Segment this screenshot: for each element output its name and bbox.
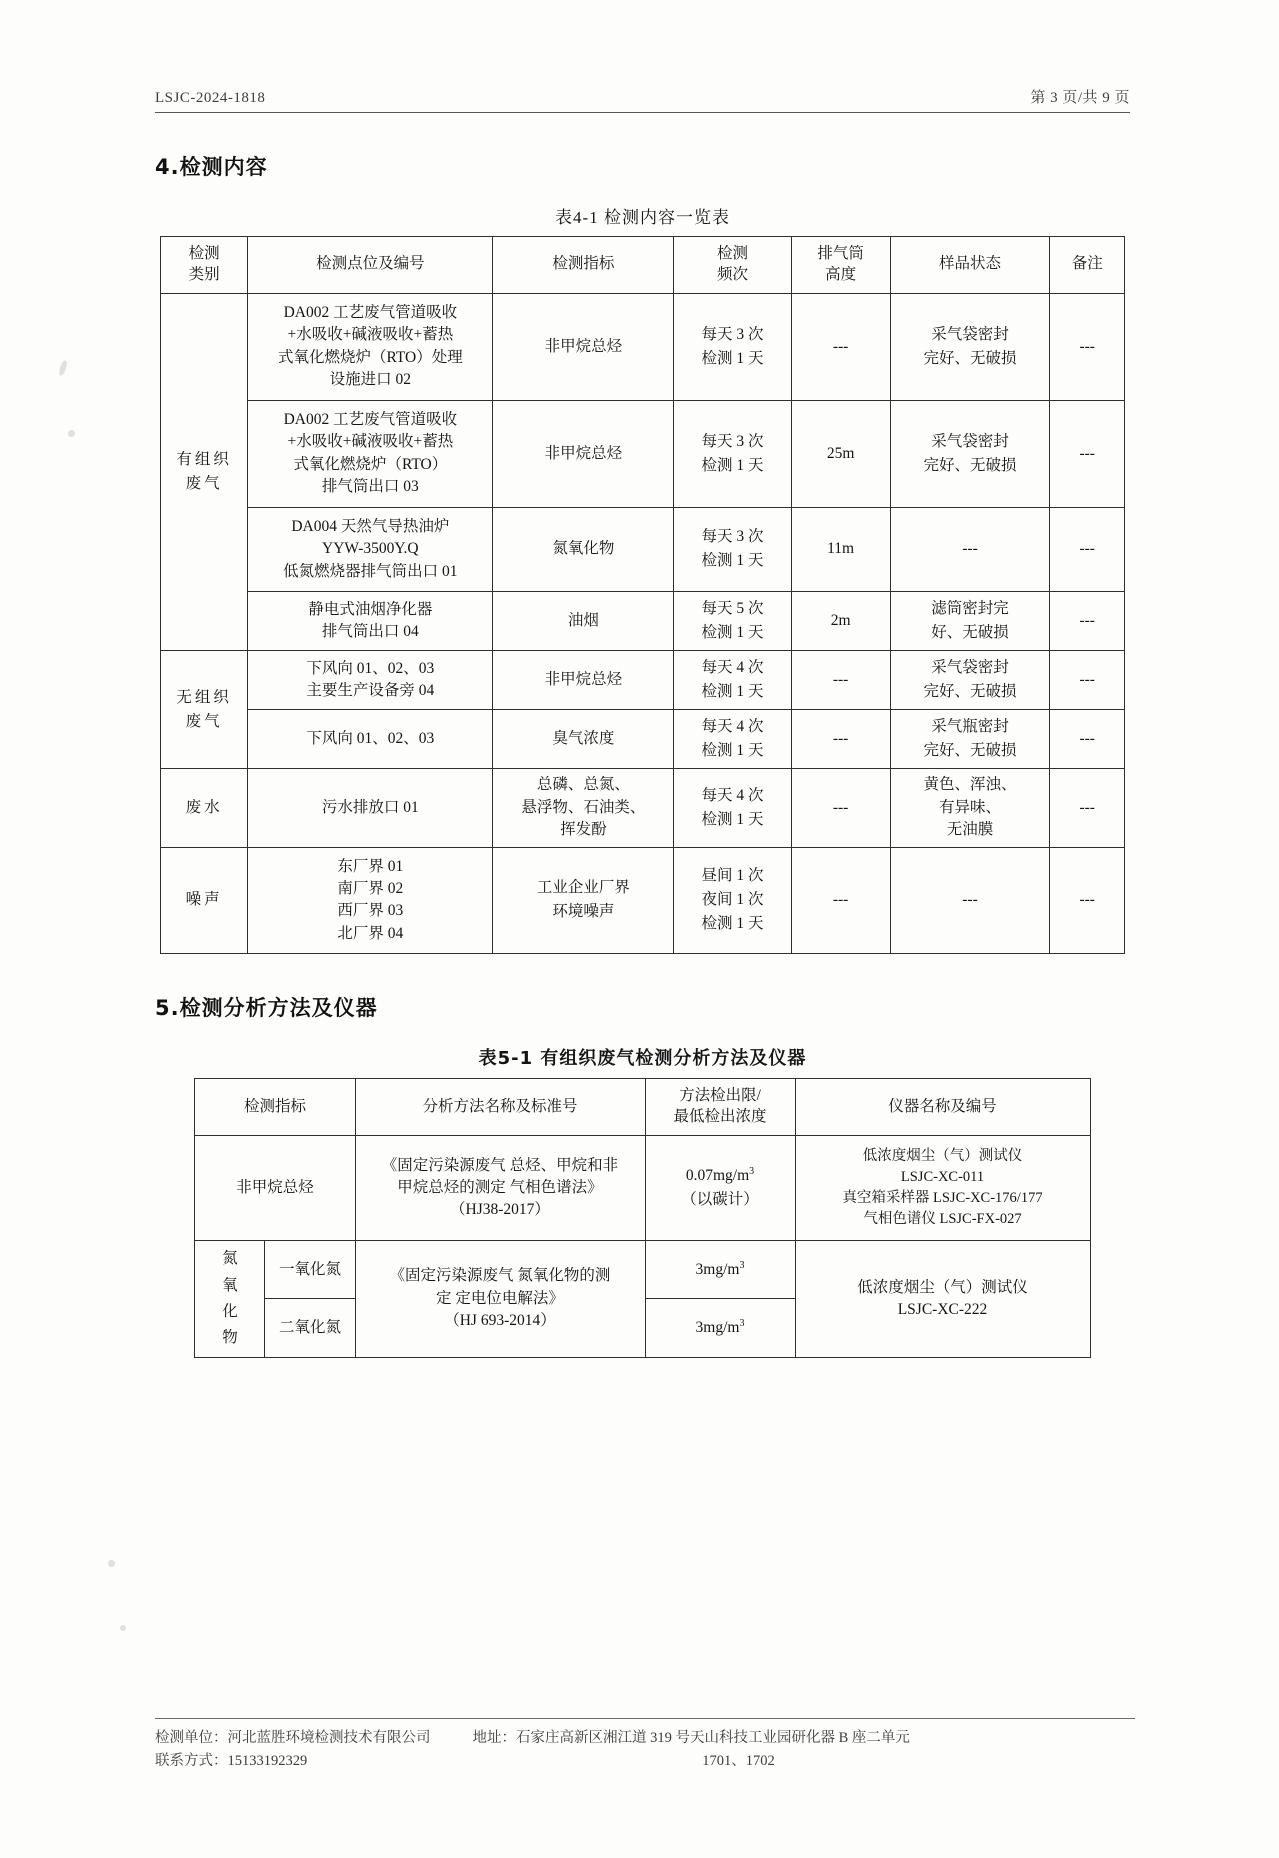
cell-sample-state: 滤筒密封完 好、无破损 [890,592,1050,651]
scan-speck [120,1625,126,1631]
cell-index-nox: 氮 氧 化 物 [195,1241,265,1357]
cell-height: 11m [791,507,890,591]
cell-subindex-no: 一氧化氮 [265,1241,355,1299]
document-content [155,86,1130,1358]
th-frequency: 检测 频次 [674,237,791,294]
table-row [195,1136,1090,1241]
table-row [161,847,1125,954]
th-sample-state: 样品状态 [890,237,1050,294]
scan-speck [68,430,75,437]
cell-method: 《固定污染源废气 总烃、甲烷和非 甲烷总烃的测定 气相色谱法》 （HJ38-2017） [355,1136,645,1241]
table-row [161,710,1125,769]
cell-frequency: 每天 4 次 检测 1 天 [674,769,791,847]
th-method: 分析方法名称及标准号 [355,1079,645,1136]
table-row [161,592,1125,651]
table-51-caption: 表5-1 有组织废气检测分析方法及仪器 [478,1048,807,1070]
cell-remark: --- [1050,507,1125,591]
cell-sample-state: 采气袋密封 完好、无破损 [890,651,1050,710]
cell-point: 东厂界 01 南厂界 02 西厂界 03 北厂界 04 [248,847,493,954]
cell-detection-limit: $3mg/m^3$ [645,1241,795,1299]
cell-detection-limit: $0.07mg/m^3$ （以碳计） [645,1136,795,1241]
cell-height: 2m [791,592,890,651]
cell-remark: --- [1050,847,1125,954]
cell-remark: --- [1050,769,1125,847]
cell-index: 非甲烷总烃 [493,293,674,400]
cell-remark: --- [1050,400,1125,507]
scan-speck [58,359,69,376]
footer-address-cont: 1701、1702 [702,1753,775,1770]
cell-height: --- [791,710,890,769]
page-header [155,86,1130,113]
cell-index: 非甲烷总烃 [195,1136,355,1241]
cell-instrument: 低浓度烟尘（气）测试仪 LSJC-XC-011 真空箱采样器 LSJC-XC-176/177 气相色谱仪 LSJC-FX-027 [795,1136,1090,1241]
cell-index: 总磷、总氮、 悬浮物、石油类、 挥发酚 [493,769,674,847]
th-detection-limit: 方法检出限/ 最低检出浓度 [645,1079,795,1136]
th-index: 检测指标 [195,1079,355,1136]
table-row [195,1241,1090,1299]
footer-line-2 [155,1750,1135,1773]
footer-contact: 联系方式：15133192329 [155,1753,308,1770]
th-height: 排气筒 高度 [791,237,890,294]
cell-category-organized: 有组织 废气 [161,293,248,650]
th-instrument: 仪器名称及编号 [795,1079,1090,1136]
cell-point: 污水排放口 01 [248,769,493,847]
cell-subindex-no2: 二氧化氮 [265,1299,355,1357]
cell-sample-state: 采气袋密封 完好、无破损 [890,400,1050,507]
cell-height: --- [791,847,890,954]
cell-point: DA002 工艺废气管道吸收 +水吸收+碱液吸收+蓄热 式氧化燃烧炉（RTO）处理 设施进口 02 [248,293,493,400]
cell-category-wastewater: 废水 [161,769,248,847]
cell-remark: --- [1050,592,1125,651]
table-row [161,293,1125,400]
cell-frequency: 昼间 1 次 夜间 1 次 检测 1 天 [674,847,791,954]
cell-sample-state: 采气袋密封 完好、无破损 [890,293,1050,400]
cell-remark: --- [1050,293,1125,400]
table-row [161,651,1125,710]
cell-point: DA004 天然气导热油炉 YYW-3500Y.Q 低氮燃烧器排气筒出口 01 [248,507,493,591]
table-detection-content [160,236,1125,954]
cell-frequency: 每天 4 次 检测 1 天 [674,651,791,710]
page-footer [155,1718,1135,1773]
cell-index: 非甲烷总烃 [493,400,674,507]
cell-point: 下风向 01、02、03 [248,710,493,769]
cell-height: 25m [791,400,890,507]
page-indicator: 第 3 页/共 9 页 [1030,90,1130,106]
footer-lab: 检测单位：河北蓝胜环境检测技术有限公司 [155,1730,431,1746]
cell-height: --- [791,651,890,710]
cell-sample-state: --- [890,847,1050,954]
cell-index: 非甲烷总烃 [493,651,674,710]
scan-speck [108,1560,115,1567]
cell-instrument: 低浓度烟尘（气）测试仪 LSJC-XC-222 [795,1241,1090,1357]
cell-index: 臭气浓度 [493,710,674,769]
footer-address: 地址：石家庄高新区湘江道 319 号天山科技工业园研化器 B 座二单元 [472,1730,910,1746]
cell-frequency: 每天 3 次 检测 1 天 [674,400,791,507]
cell-category-unorganized: 无组织 废气 [161,651,248,769]
table-row [161,507,1125,591]
cell-frequency: 每天 3 次 检测 1 天 [674,293,791,400]
footer-line-1 [155,1727,1135,1750]
cell-point: 下风向 01、02、03 主要生产设备旁 04 [248,651,493,710]
cell-height: --- [791,293,890,400]
th-point: 检测点位及编号 [248,237,493,294]
cell-point: 静电式油烟净化器 排气筒出口 04 [248,592,493,651]
table-header-row [195,1079,1090,1136]
cell-remark: --- [1050,710,1125,769]
cell-category-noise: 噪声 [161,847,248,954]
cell-method: 《固定污染源废气 氮氧化物的测 定 定电位电解法》 （HJ 693-2014） [355,1241,645,1357]
cell-detection-limit: $3mg/m^3$ [645,1299,795,1357]
table-row [161,400,1125,507]
table-row [161,769,1125,847]
table-41-caption: 表4-1 检测内容一览表 [555,208,730,227]
table-methods-instruments [194,1078,1090,1357]
cell-frequency: 每天 4 次 检测 1 天 [674,710,791,769]
cell-height: --- [791,769,890,847]
cell-sample-state: --- [890,507,1050,591]
report-number: LSJC-2024-1818 [155,90,266,106]
section-title-4: 4.检测内容 [155,155,268,179]
th-index: 检测指标 [493,237,674,294]
cell-sample-state: 黄色、浑浊、 有异味、 无油膜 [890,769,1050,847]
cell-frequency: 每天 5 次 检测 1 天 [674,592,791,651]
cell-index: 氮氧化物 [493,507,674,591]
section-title-5: 5.检测分析方法及仪器 [155,996,378,1021]
cell-index: 油烟 [493,592,674,651]
cell-point: DA002 工艺废气管道吸收 +水吸收+碱液吸收+蓄热 式氧化燃烧炉（RTO） 排气筒出口 03 [248,400,493,507]
cell-remark: --- [1050,651,1125,710]
th-category: 检测 类别 [161,237,248,294]
cell-index: 工业企业厂界 环境噪声 [493,847,674,954]
table-header-row [161,237,1125,294]
cell-frequency: 每天 3 次 检测 1 天 [674,507,791,591]
th-remark: 备注 [1050,237,1125,294]
cell-sample-state: 采气瓶密封 完好、无破损 [890,710,1050,769]
